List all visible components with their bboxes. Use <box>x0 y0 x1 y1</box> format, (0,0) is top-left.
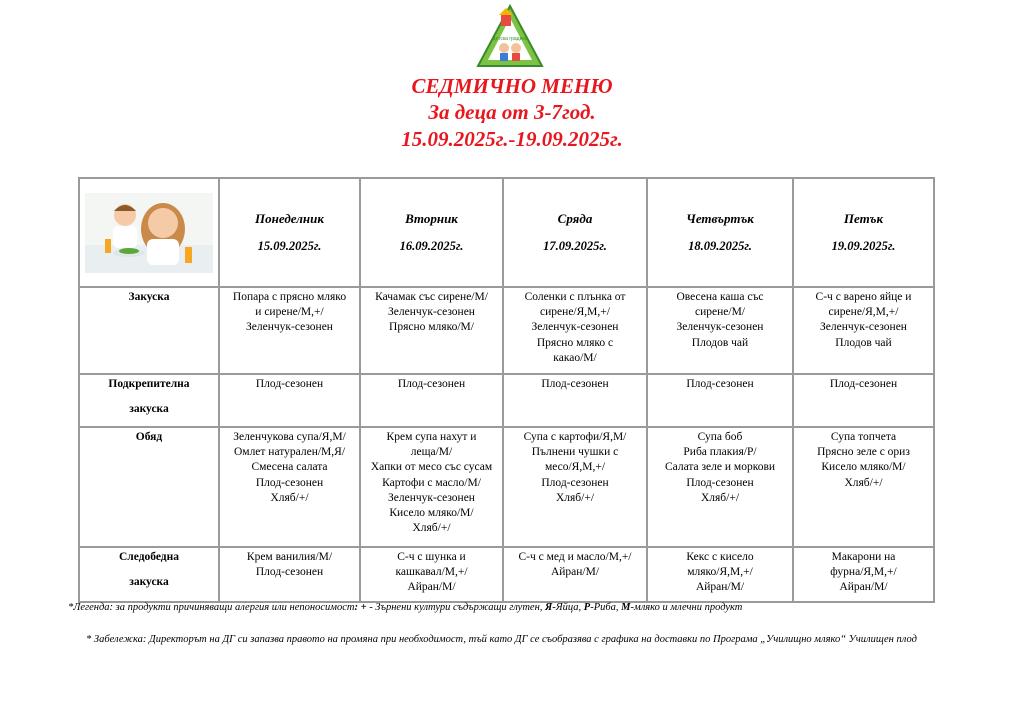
header-photo-cell <box>79 178 219 287</box>
dish-line: Попара с прясно мляко <box>232 291 347 303</box>
meal-label-text: Обяд <box>135 431 163 443</box>
dish-line: Прясно зеле с ориз <box>817 446 910 459</box>
day-date: 19.09.2025г. <box>831 238 896 253</box>
logo-child-body-icon-2 <box>512 53 520 61</box>
menu-cell <box>503 427 647 547</box>
menu-cell <box>647 287 793 374</box>
dish-line: С-ч с мед и масло/М,+/ <box>518 551 632 563</box>
dish-line: Хляб/+/ <box>412 522 451 535</box>
dish-line: Крем супа нахут и <box>386 431 477 443</box>
dish-line: Зеленчук-сезонен <box>388 491 475 504</box>
logo-child-icon <box>499 43 509 53</box>
meal-label-text: Следобедна <box>118 551 180 563</box>
menu-cell <box>503 547 647 602</box>
dish-line: С-ч с варено яйце и <box>815 291 912 303</box>
day-name: Петък <box>843 211 884 227</box>
dish-line: Плод-сезонен <box>686 476 754 489</box>
legend-colon: : <box>354 602 358 613</box>
dish-line: Плод-сезонен <box>829 378 898 390</box>
menu-cell <box>647 374 793 427</box>
juice-glass-2 <box>185 247 192 263</box>
menu-cell <box>503 374 647 427</box>
juice-glass <box>105 239 111 253</box>
legend-fish-text: -Риба, <box>590 602 622 613</box>
logo-child-icon-2 <box>511 43 521 53</box>
legend-intro: Легенда: за продукти причиняващи алергия или непоносимост <box>73 602 355 613</box>
dish-line: какао/М/ <box>553 351 597 364</box>
dish-line: Плод-сезонен <box>255 378 324 390</box>
menu-cell <box>219 427 360 547</box>
dish-line: кашкавал/М,+/ <box>395 566 468 579</box>
day-header-monday <box>219 178 360 287</box>
day-date: 17.09.2025г. <box>543 238 607 253</box>
weekly-menu-table <box>78 177 935 603</box>
menu-cell <box>793 547 934 602</box>
menu-cell <box>360 374 503 427</box>
menu-cell <box>360 427 503 547</box>
dish-line: Хапки от месо със сусам <box>370 461 493 474</box>
dish-line: Зеленчук-сезонен <box>531 321 619 334</box>
dish-line: Плод-сезонен <box>541 476 609 489</box>
meal-label-afternoon-snack <box>79 547 219 602</box>
dish-line: Плодов чай <box>835 336 892 349</box>
dish-line: Хляб/+/ <box>270 491 309 504</box>
dish-line: Омлет натурален/М,Я/ <box>233 446 346 459</box>
dish-line: Макарони на <box>831 551 896 563</box>
table-row-lunch <box>79 427 934 547</box>
menu-period: 15.09.2025г.-19.09.2025г. <box>401 127 623 151</box>
dish-line: С-ч с шунка и <box>397 551 466 563</box>
menu-cell <box>793 287 934 374</box>
dish-line: Кекс с кисело <box>686 551 754 563</box>
legend-star: * <box>68 602 74 613</box>
dish-line: Хляб/+/ <box>555 491 595 504</box>
menu-cell <box>219 287 360 374</box>
legend-milk-symbol: М <box>621 602 631 613</box>
dish-line: Зеленчук-сезонен <box>676 321 764 334</box>
day-header-thursday <box>647 178 793 287</box>
dish-line: месо/Я,М,+/ <box>544 461 606 474</box>
director-note: * Забележка: Директорът на ДГ си запазва правото на промяна при необходимост, тъй като ДГ се съобразява с графика на доставки по Програма „Училищно мляко“ Училищен плод <box>86 634 917 645</box>
dish-line: Прясно мляко с <box>536 336 614 349</box>
dish-line: Зеленчукова супа/Я,М/ <box>233 431 346 443</box>
dish-line: Кисело мляко/М/ <box>821 461 906 474</box>
day-date: 16.09.2025г. <box>399 238 464 253</box>
table-header-row <box>79 178 934 287</box>
dish-line: Зеленчук-сезонен <box>246 321 333 334</box>
day-header-wednesday <box>503 178 647 287</box>
dish-line: сирене/М/ <box>695 306 745 319</box>
legend-milk-text: -мляко и млечни продукт <box>630 602 743 613</box>
allergen-legend <box>68 602 742 613</box>
logo-child-body-icon <box>500 53 508 61</box>
dish-line: Супа боб <box>697 431 743 443</box>
dish-line: сирене/Я,М,+/ <box>540 306 610 319</box>
table-row-afternoon-snack <box>79 547 934 602</box>
boy-shirt <box>113 226 137 248</box>
dish-line: Хляб/+/ <box>700 491 740 504</box>
dish-line: Плод-сезонен <box>541 378 609 390</box>
dish-line: фурна/Я,М,+/ <box>830 566 897 579</box>
dish-line: Плод-сезонен <box>255 476 324 489</box>
menu-cell <box>219 374 360 427</box>
dish-line: Кисело мляко/М/ <box>389 507 474 520</box>
dish-line: сирене/Я,М,+/ <box>828 306 899 319</box>
legend-egg-text: -Яйца, <box>552 602 584 613</box>
dish-line: Овесена каша със <box>676 291 764 303</box>
dish-line: Качамак със сирене/М/ <box>375 291 488 303</box>
dish-line: Риба плакия/Р/ <box>683 446 757 459</box>
day-name: Сряда <box>557 211 593 227</box>
dish-line: мляко/Я,М,+/ <box>687 566 753 579</box>
logo-house-icon <box>501 14 511 26</box>
dish-line: Салата зеле и моркови <box>664 461 776 474</box>
day-header-tuesday <box>360 178 503 287</box>
day-date: 18.09.2025г. <box>688 238 752 253</box>
dish-line: Крем ванилия/М/ <box>246 551 333 563</box>
meal-label-breakfast <box>79 287 219 374</box>
dish-line: Пълнени чушки с <box>531 446 619 459</box>
dish-line: Картофи с масло/М/ <box>382 476 481 489</box>
menu-cell <box>647 427 793 547</box>
salad <box>119 248 139 254</box>
day-name: Вторник <box>405 211 458 227</box>
table-row-breakfast <box>79 287 934 374</box>
meal-label-snack <box>79 374 219 427</box>
dish-line: Прясно мляко/М/ <box>389 321 474 334</box>
dish-line: Плодов чай <box>691 336 749 349</box>
kindergarten-logo <box>474 4 546 72</box>
dish-line: Зеленчук-сезонен <box>820 321 907 334</box>
meal-label-text: Закуска <box>128 291 170 303</box>
legend-plus-symbol: + <box>360 602 367 613</box>
logo-caption: Детска градина <box>492 36 528 42</box>
menu-subtitle: За деца от 3-7год. <box>428 100 596 124</box>
dish-line: Супа с картофи/Я,М/ <box>523 431 627 443</box>
menu-title: СЕДМИЧНО МЕНЮ <box>411 74 613 98</box>
dish-line: Супа топчета <box>830 431 897 443</box>
dish-line: Айран/М/ <box>550 566 600 579</box>
girl-shirt <box>147 239 179 265</box>
dish-line: Соленки с плънка от <box>524 291 626 303</box>
dish-line: Хляб/+/ <box>844 476 883 489</box>
legend-fish-symbol: Р <box>583 602 591 613</box>
day-date: 15.09.2025г. <box>257 238 322 253</box>
meal-label-lunch <box>79 427 219 547</box>
meal-label-text: закуска <box>129 576 169 589</box>
dish-line: леща/М/ <box>410 446 453 459</box>
girl-face <box>148 208 178 238</box>
menu-cell <box>219 547 360 602</box>
menu-cell <box>647 547 793 602</box>
menu-cell <box>793 427 934 547</box>
dish-line: и сирене/М,+/ <box>255 306 324 319</box>
legend-separator: , <box>539 602 546 613</box>
legend-plus-text: - Зърнени култури съдържащи глутен <box>366 602 540 613</box>
dish-line: Плод-сезонен <box>397 378 466 390</box>
children-eating-photo <box>85 193 213 273</box>
dish-line: Зеленчук-сезонен <box>388 306 475 319</box>
dish-line: Айран/М/ <box>839 581 888 594</box>
legend-egg-symbol: Я <box>545 602 553 613</box>
dish-line: Плод-сезонен <box>686 378 754 390</box>
menu-cell <box>360 547 503 602</box>
meal-label-text: Подкрепителна <box>108 378 190 390</box>
day-name: Четвъртък <box>686 211 754 227</box>
meal-label-text: закуска <box>129 403 169 416</box>
dish-line: Айран/М/ <box>695 581 745 594</box>
dish-line: Айран/М/ <box>407 581 456 594</box>
day-header-friday <box>793 178 934 287</box>
dish-line: Плод-сезонен <box>255 566 324 579</box>
menu-cell <box>503 287 647 374</box>
table-row-snack <box>79 374 934 427</box>
day-name: Понеделник <box>255 211 324 227</box>
menu-cell <box>360 287 503 374</box>
dish-line: Смесена салата <box>251 461 328 474</box>
menu-cell <box>793 374 934 427</box>
